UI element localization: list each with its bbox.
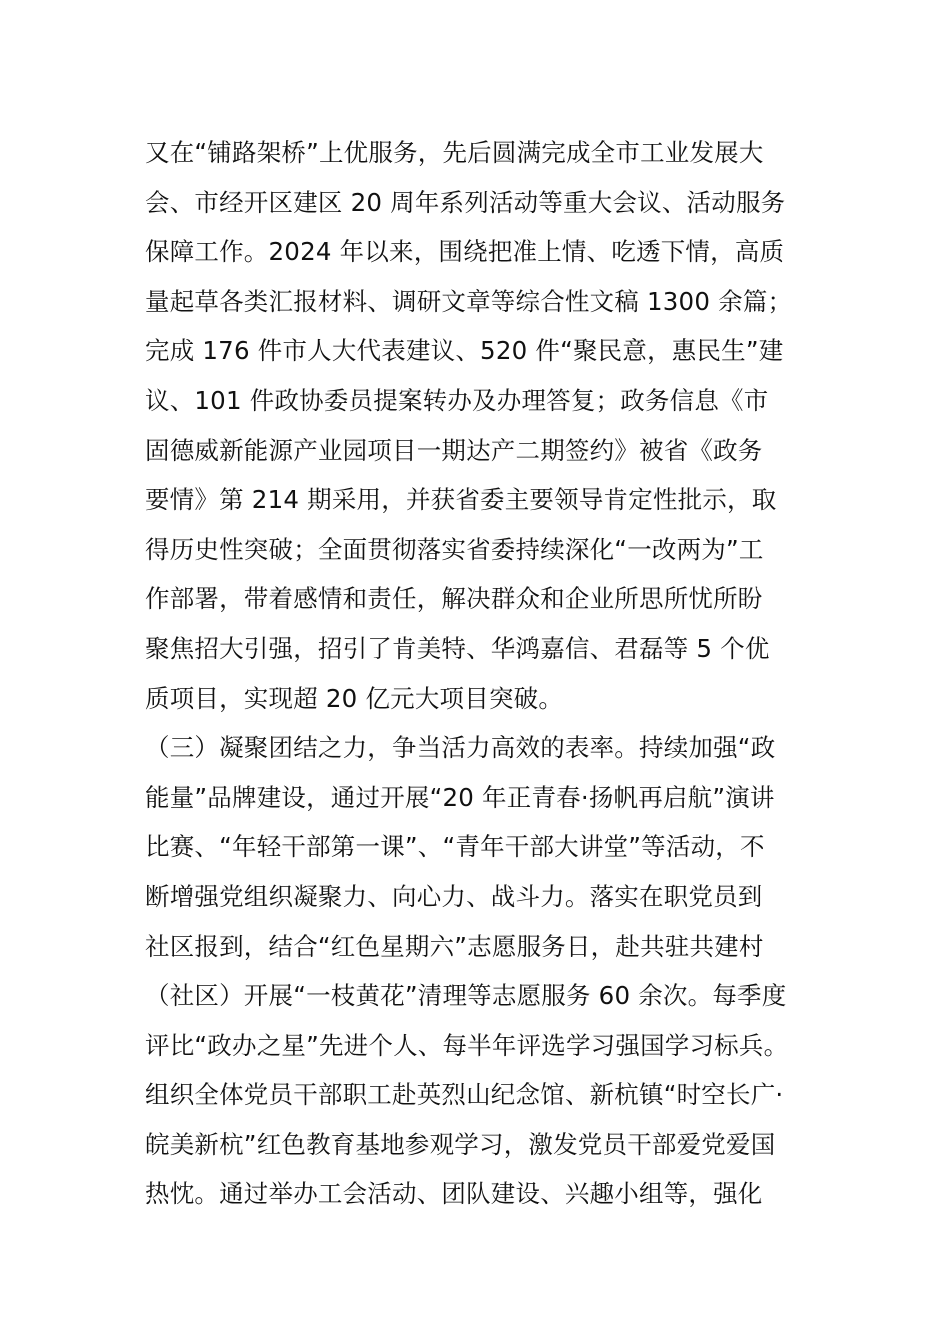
text-line: 固德威新能源产业园项目一期达产二期签约》被省《政务	[145, 435, 763, 465]
text-line: 完成 176 件市人大代表建议、520 件“聚民意，惠民生”建	[145, 336, 784, 366]
text-line: 得历史性突破；全面贯彻落实省委持续深化“一改两为”工	[145, 534, 764, 564]
text-line: 比赛、“年轻干部第一课”、“青年干部大讲堂”等活动，不	[145, 832, 765, 862]
text-line: 评比“政办之星”先进个人、每半年评选学习强国学习标兵。	[145, 1030, 789, 1060]
text-line: 皖美新杭”红色教育基地参观学习，激发党员干部爱党爱国	[145, 1129, 776, 1159]
text-line: 又在“铺路架桥”上优服务，先后圆满完成全市工业发展大	[145, 138, 764, 167]
text-line: 质项目，实现超 20 亿元大项目突破。	[145, 683, 564, 713]
text-line: 聚焦招大引强，招引了肯美特、华鸿嘉信、君磊等 5 个优	[145, 633, 770, 663]
text-line: （社区）开展“一枝黄花”清理等志愿服务 60 余次。每季度	[145, 981, 787, 1011]
text-line: 断增强党组织凝聚力、向心力、战斗力。落实在职党员到	[145, 881, 763, 911]
text-line: 能量”品牌建设，通过开展“20 年正青春·扬帆再启航”演讲	[145, 782, 775, 812]
text-line: 社区报到，结合“红色星期六”志愿服务日，赴共驻共建村	[145, 931, 764, 961]
text-line: 作部署，带着感情和责任，解决群众和企业所思所忧所盼	[145, 584, 763, 614]
text-line: 要情》第 214 期采用，并获省委主要领导肯定性批示，取	[145, 485, 777, 515]
text-line: 议、101 件政协委员提案转办及办理答复；政务信息《市	[145, 385, 769, 415]
text-line: 保障工作。2024 年以来，围绕把准上情、吃透下情，高质	[145, 237, 785, 267]
section-heading-line: （三）凝聚团结之力，争当活力高效的表率。持续加强“政	[145, 733, 776, 763]
text-line: 会、市经开区建区 20 周年系列活动等重大会议、活动服务	[145, 187, 786, 217]
text-line: 量起草各类汇报材料、调研文章等综合性文稿 1300 余篇；	[145, 286, 793, 316]
text-line: 热忱。通过举办工会活动、团队建设、兴趣小组等，强化	[145, 1179, 763, 1209]
text-line: 组织全体党员干部职工赴英烈山纪念馆、新杭镇“时空长广·	[145, 1080, 784, 1110]
body-text	[145, 128, 815, 1219]
